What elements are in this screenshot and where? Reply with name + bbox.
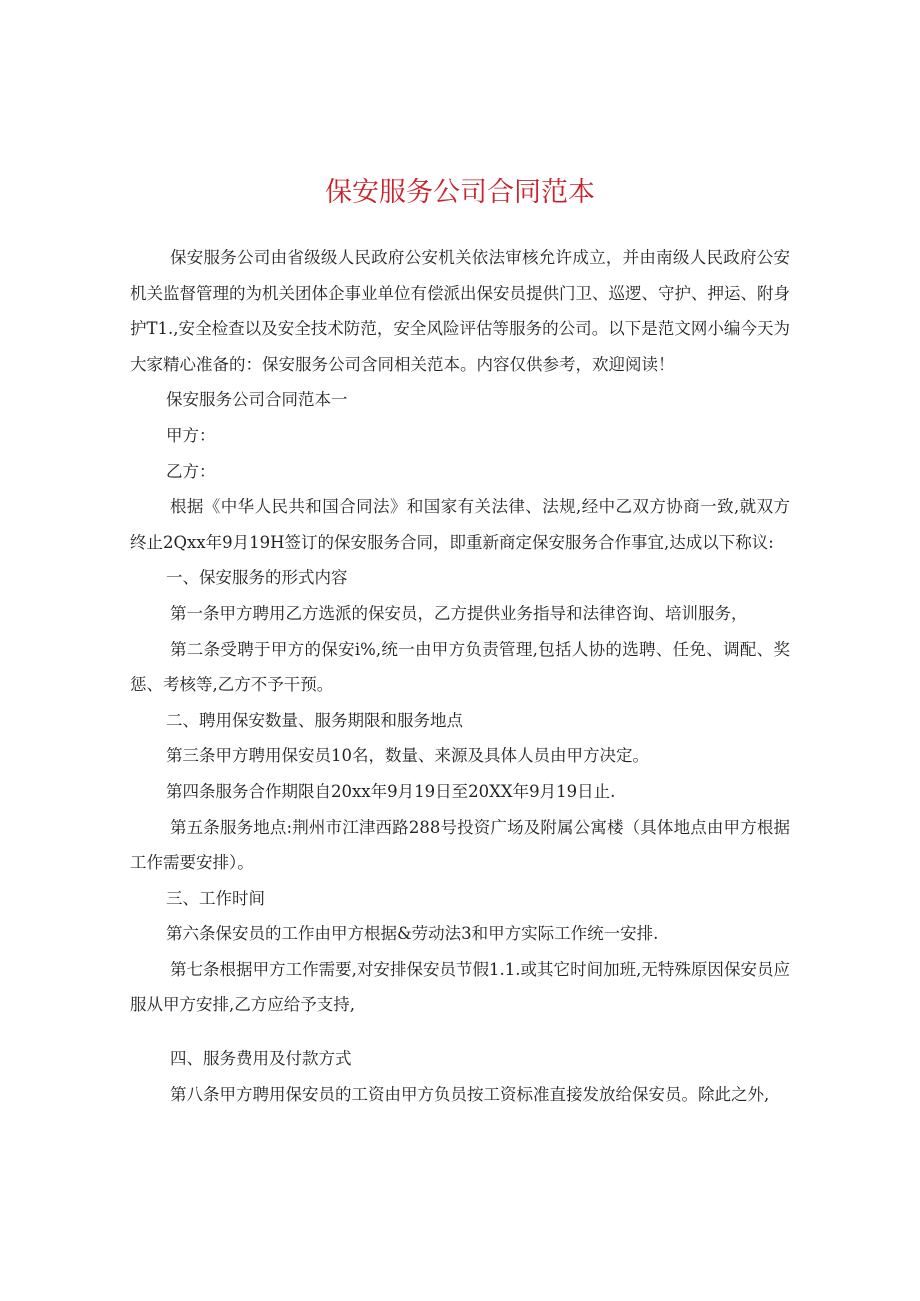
intro-paragraph: 保安服务公司由省级级人民政府公安机关依法审核允许成立，并由南级人民政府公安机关监督管理的为机关团体企事业单位有偿派出保安员提供门卫、巡逻、守护、押运、附身护T1.,安全检查以及安全技术防范，安全风险评估等服务的公司。以下是范文网小编今天为大家精心准备的：保安服务公司含同相关范本。内容仅供参考，欢迎阅读！ — [130, 248, 790, 374]
section-heading-2: 二、聘用保安数量、服务期限和服务地点 — [166, 710, 463, 730]
paragraph-gap — [130, 1023, 790, 1041]
article-1: 第一条甲方聘用乙方选派的保安员，乙方提供业务指导和法律咨询、培训服务， — [170, 603, 748, 623]
article-7: 第七条根据甲方工作需要,对安排保安员节假1.1.或其它时间加班,无特殊原因保安员应服从甲方安排,乙方应给予支持, — [130, 959, 790, 1015]
section-heading-3: 三、工作时间 — [166, 888, 265, 908]
contract-subtitle: 保安服务公司合同范本一 — [166, 390, 348, 410]
party-b-line: 乙方： — [166, 461, 216, 481]
article-3: 第三条甲方聘用保安员10名，数量、来源及具体人员由甲方决定。 — [166, 746, 649, 766]
section-heading-1: 一、保安服务的形式内容 — [166, 568, 348, 588]
article-8: 第八条甲方聘用保安员的工资由甲方负员按工资标准直接发放给保安员。除此之外, — [170, 1084, 770, 1104]
article-4: 第四条服务合作期限自20xx年9月19日至20XX年9月19日止. — [166, 781, 616, 801]
basis-paragraph: 根据《中华人民共和国合同法》和国家有关法律、法规,经中乙双方协商一致,就双方终止2Qxx年9月19H签订的保安服务合同，即重新商定保安服务合作事宜,达成以下称议: — [130, 497, 790, 552]
document-body — [130, 240, 790, 1112]
party-a-line: 甲方： — [166, 425, 216, 445]
article-2: 第二条受聘于甲方的保安i%,统一由甲方负责管理,包括人协的选聘、任免、调配、奖惩、考核等,乙方不予干预。 — [130, 639, 790, 695]
article-6: 第六条保安员的工作由甲方根据&劳动法3和甲方实际工作统一安排. — [166, 924, 659, 944]
document-title: 保安服务公司合同范本 — [325, 177, 595, 208]
section-heading-4: 四、服务费用及付款方式 — [170, 1049, 352, 1069]
article-5: 第五条服务地点:荆州市江津西路288号投资广场及附属公寓楼（具体地点由甲方根据工作需要安排）。 — [130, 817, 790, 873]
